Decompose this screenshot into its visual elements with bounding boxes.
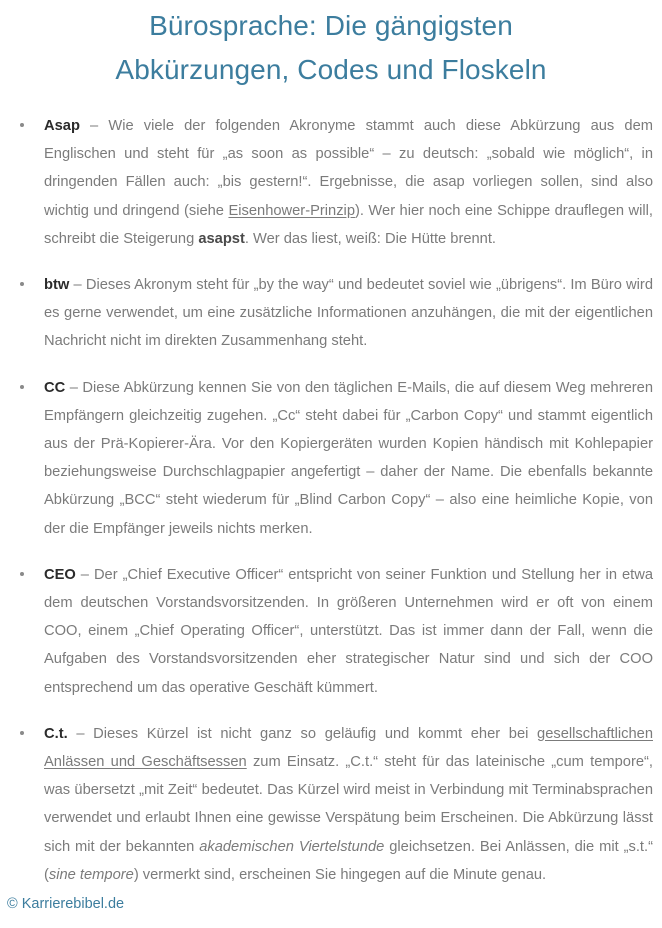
inline-link-gesellschaftliche-anlaesse[interactable]: gesellschaftlichen Anlässen und Geschäftsessen (44, 725, 653, 771)
entry-term: Asap (44, 118, 80, 134)
entry-term: btw (44, 277, 70, 294)
entry-term: CC (44, 379, 66, 396)
inline-link-eisenhower-prinzip[interactable]: Eisenhower-Prinzip (228, 202, 355, 219)
bullet-icon (20, 731, 24, 735)
abbreviation-list (0, 92, 662, 889)
bullet-icon (20, 123, 24, 127)
entry-text-end: ) vermerkt sind, erscheinen Sie hingegen auf die Minute genau. (133, 866, 547, 883)
entry-text: Wie viele der folgenden Akronyme stammt auch diese Abkürzung aus dem Englischen und steht für „as soon as possible“ – zu deutsch: „sobald wie möglich“, in dringenden Fällen auch: „bis gestern!“. Ergebnisse, die asap vorliegen sollen, sind also wichtig und dringend (siehe (44, 118, 653, 219)
entry-dash: – (79, 118, 109, 134)
list-item (7, 720, 655, 889)
page-title-line-1: Bürosprache: Die gängigsten (149, 10, 513, 41)
entry-text: Dieses Akronym steht für „by the way“ und bedeutet soviel wie „übrigens“. Im Büro wird es gerne verwendet, um eine zusätzliche Informationen anzuhängen, die mit der eigentlichen Nachricht nicht im direkten Zusammenhang steht. (44, 277, 653, 350)
bullet-icon (20, 282, 24, 286)
entry-text: Der „Chief Executive Officer“ entspricht von seiner Funktion und Stellung her in etwa dem deutschen Vorstandsvorsitzenden. In größeren Unternehmen wird er oft von einem COO, einem „Chief Operating Officer“, unterstützt. Das ist immer dann der Fall, wenn die Aufgaben des Vorstandsvorsitzenden eher strategischer Natur sind und sich der COO entsprechend um das operative Geschäft kümmert. (44, 566, 653, 696)
entry-text-cont: zum Einsatz. „C.t.“ steht für das lateinische „cum tempore“, was übersetzt „mit Zeit“ bedeutet. Das Kürzel wird meist in Verbindung mit Terminabsprachen verwendet und erlaubt Ihnen eine gewisse Verspätung beim Erscheinen. Die Abkürzung lässt sich mit der bekannten (44, 754, 654, 855)
entry-italic-1: akademischen Viertelstunde (199, 838, 385, 855)
entry-dash: – (75, 566, 94, 583)
bullet-icon (20, 385, 24, 389)
bullet-icon (20, 572, 24, 576)
list-item (7, 271, 655, 356)
page-title-line-2: Abkürzungen, Codes und Floskeln (115, 54, 547, 85)
entry-text: Dieses Kürzel ist nicht ganz so geläufig und kommt eher bei (93, 725, 538, 742)
entry-text-cont-2: gleichsetzen. Bei Anlässen, die mit „s.t.“ ( (44, 838, 653, 883)
page-title (0, 0, 662, 92)
entry-term: C.t. (44, 725, 68, 742)
entry-text-cont: ). Wer hier noch eine Schippe drauflegen will, schreibt die Steigerung (44, 202, 653, 247)
entry-text-end: . Wer das liest, weiß: Die Hütte brennt. (244, 230, 497, 247)
entry-term: CEO (44, 566, 76, 583)
list-item (7, 561, 655, 702)
entry-text: Diese Abkürzung kennen Sie von den täglichen E-Mails, die auf diesem Weg mehreren Empfängern gleichzeitig zugehen. „Cc“ steht dabei für „Carbon Copy“ und stammt eigentlich aus der Prä-Kopierer-Ära. Vor den Kopiergeräten wurden Kopien händisch mit Kohlepapier beziehungsweise Durchschlagpapier angefertigt – daher der Name. Die ebenfalls bekannte Abkürzung „BCC“ steht wiederum für „Blind Carbon Copy“ – also eine heimliche Kopie, von der die Empfänger jeweils nichts merken. (44, 379, 653, 537)
entry-dash: – (69, 277, 86, 294)
entry-dash: – (65, 379, 83, 396)
entry-italic-2: sine tempore (48, 866, 134, 883)
entry-dash: – (67, 725, 94, 742)
list-item (7, 374, 655, 543)
entry-emphasis: asapst (198, 230, 245, 247)
footer-copyright: © Karrierebibel.de (7, 896, 125, 912)
list-item (7, 112, 655, 253)
